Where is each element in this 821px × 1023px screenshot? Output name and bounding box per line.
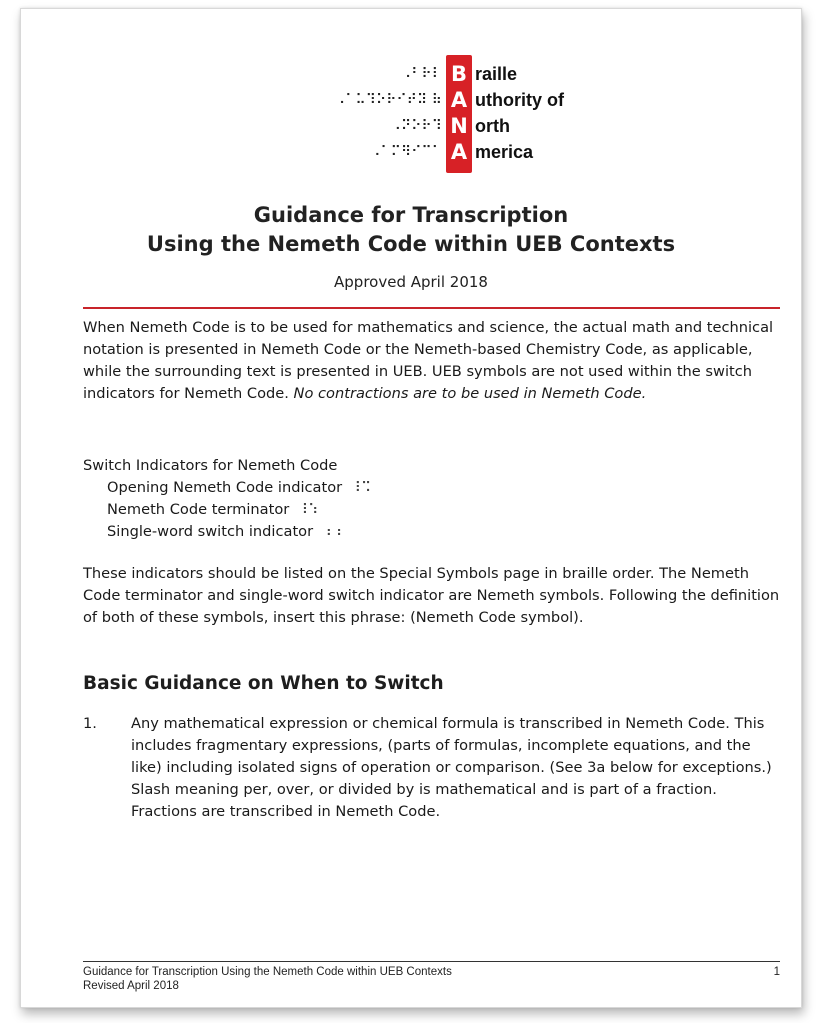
indicators-paragraph: These indicators should be listed on the Special Symbols page in braille order. The Nemeth Code terminator and single-word switch indicator are Nemeth symbols. Following the definition of both of these symbols, insert this phrase: (Nemeth Code symbol). <box>83 565 780 626</box>
bana-logo <box>307 61 607 173</box>
item-number: 1. <box>83 715 97 732</box>
logo-row <box>307 139 607 165</box>
footer-title: Guidance for Transcription Using the Nemeth Code within UEB Contexts <box>83 966 452 978</box>
logo-braille-text: ⠠⠁⠍⠻⠊⠉⠁ <box>370 144 442 160</box>
logo-letter: A <box>450 140 468 164</box>
logo-braille-text: ⠠⠝⠕⠗⠹ <box>390 118 442 134</box>
title-divider <box>83 307 780 309</box>
logo-word: orth <box>475 116 510 136</box>
switch-indicator-item <box>83 477 783 499</box>
braille-symbol: ⠸⠱ <box>297 502 319 518</box>
logo-row <box>307 113 607 139</box>
logo-word: uthority of <box>475 90 564 110</box>
approval-date: Approved April 2018 <box>334 273 488 291</box>
section-heading: Basic Guidance on When to Switch <box>83 673 444 694</box>
switch-indicators-block <box>83 455 783 543</box>
switch-indicator-label: Opening Nemeth Code indicator <box>107 479 343 496</box>
logo-word: raille <box>475 64 518 84</box>
switch-indicator-label: Nemeth Code terminator <box>107 501 290 518</box>
switch-indicator-item <box>83 521 783 543</box>
switch-indicators-heading: Switch Indicators for Nemeth Code <box>83 457 338 474</box>
switch-indicator-item <box>83 499 783 521</box>
title-line-2: Using the Nemeth Code within UEB Contexts <box>146 232 676 256</box>
intro-paragraph <box>83 317 783 405</box>
intro-italic-text: No contractions are to be used in Nemeth Code. <box>293 385 647 402</box>
switch-indicator-label: Single-word switch indicator <box>107 523 314 540</box>
document-page <box>20 8 802 1008</box>
intro-text: When Nemeth Code is to be used for mathematics and science, the actual math and technical notation is presented in Nemeth Code or the Nemeth-based Chemistry Code, as applicable, while the surrounding text is presented in UEB. UEB symbols are not used within the switch indicators for Nemeth Code. <box>83 319 774 402</box>
logo-row <box>307 61 607 87</box>
numbered-item <box>83 713 783 823</box>
braille-symbol: ⠰⠰ <box>321 524 343 540</box>
logo-letter: A <box>450 88 468 112</box>
page-footer <box>83 965 780 993</box>
title-line-1: Guidance for Transcription <box>253 203 569 227</box>
logo-braille-text: ⠠⠃⠗⠇ <box>400 66 442 82</box>
item-text: Any mathematical expression or chemical formula is transcribed in Nemeth Code. This includes fragmentary expressions, (parts of formulas, incomplete equations, and the like) including isolated signs of operation or comparison. (See 3a below for exceptions.) Slash meaning per, over, or divided by is mathematical and is part of a fraction. Fractions are transcribed in Nemeth Code. <box>131 715 772 820</box>
document-title <box>21 201 801 259</box>
logo-braille-text: ⠠⠁⠥⠹⠕⠗⠊⠞⠽ ⠷ <box>335 92 442 108</box>
logo-letter: N <box>450 114 468 138</box>
page-number: 1 <box>773 966 780 978</box>
logo-row <box>307 87 607 113</box>
logo-word: merica <box>475 142 534 162</box>
braille-symbol: ⠸⠩ <box>350 480 372 496</box>
logo-letter: B <box>450 62 467 86</box>
footer-divider <box>83 961 780 962</box>
footer-revised: Revised April 2018 <box>83 980 179 992</box>
